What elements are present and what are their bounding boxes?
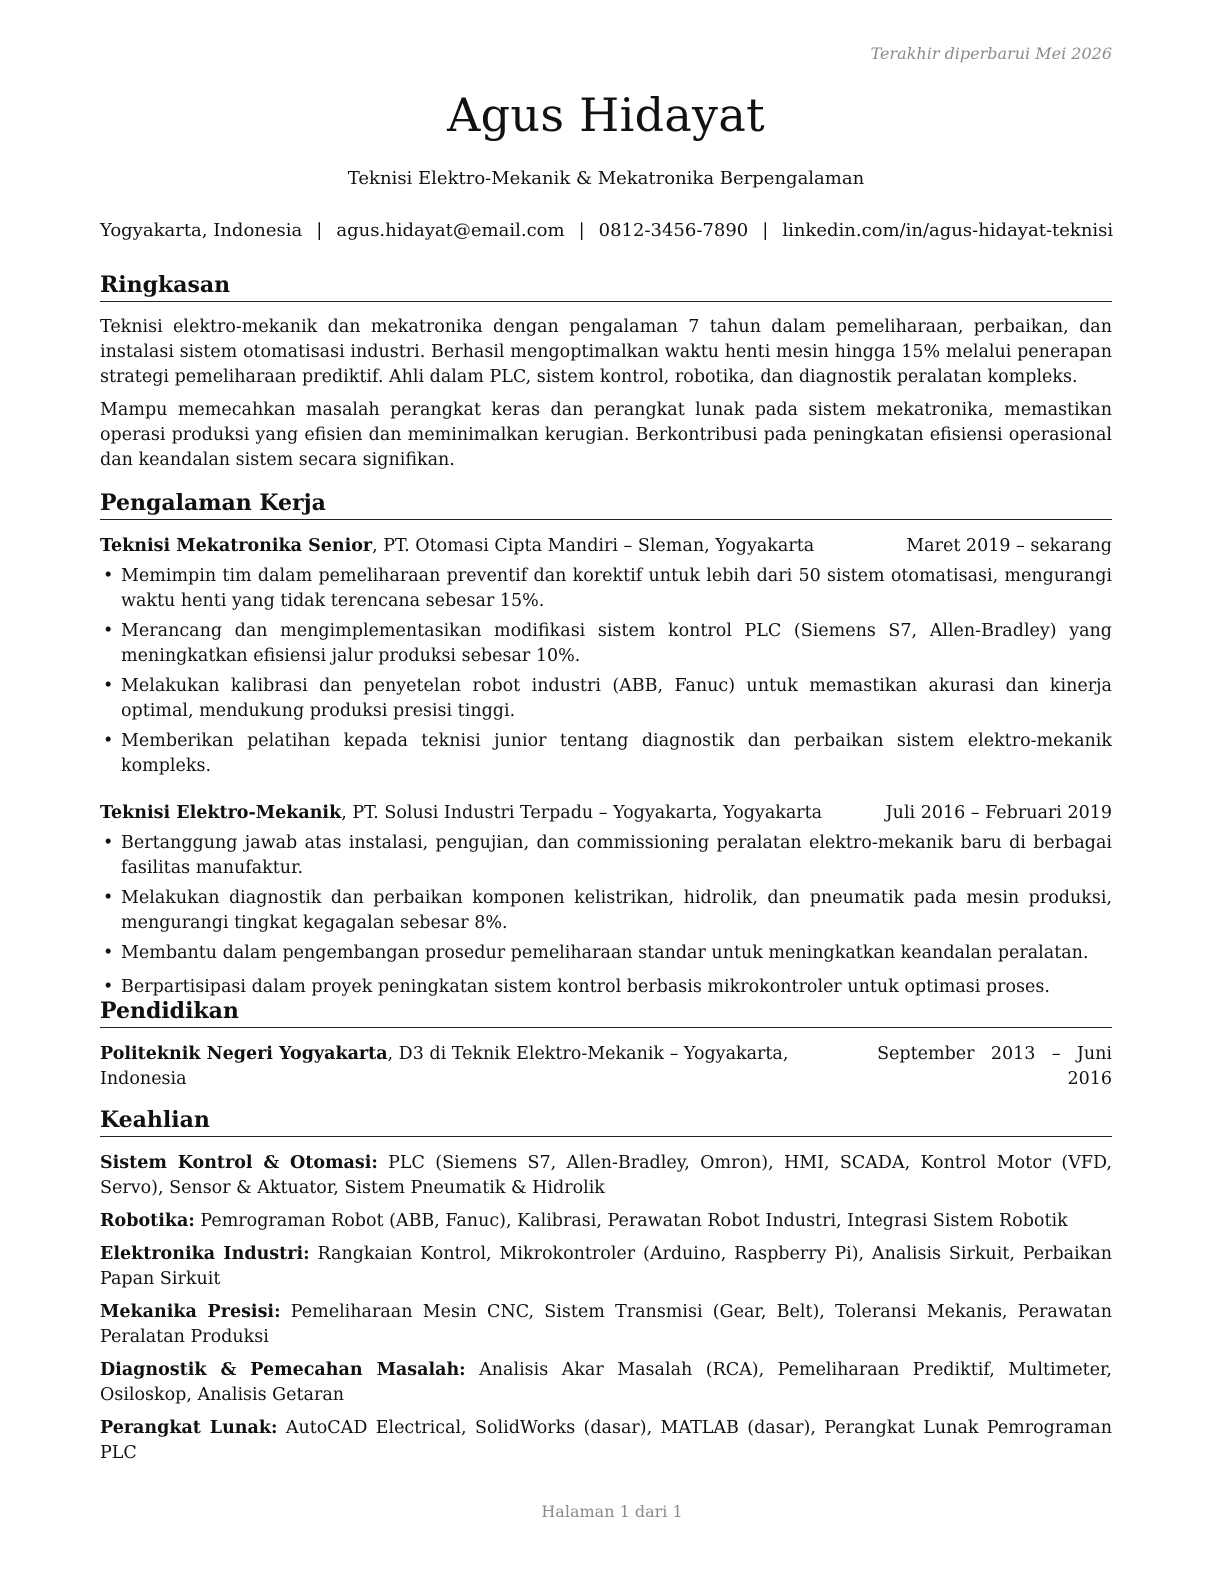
skill-value: PLC (Siemens S7, Allen-Bradley, Omron), HMI, SCADA, Kontrol Motor (VFD, Servo), Sensor & Aktuator, Sistem Pneumatik & Hidrolik — [100, 1153, 1112, 1198]
contact-linkedin[interactable]: linkedin.com/in/agus-hidayat-teknisi — [782, 220, 1114, 241]
skill-row — [100, 1358, 1112, 1408]
job-dates: Maret 2019 – sekarang — [906, 536, 1112, 556]
skill-value: Rangkaian Kontrol, Mikrokontroler (Arduino, Raspberry Pi), Analisis Sirkuit, Perbaikan Papan Sirkuit — [100, 1244, 1112, 1289]
summary-paragraph: Mampu memecahkan masalah perangkat keras dan perangkat lunak pada sistem mekatronika, memastikan operasi produksi yang efisien dan meminimalkan kerugian. Berkontribusi pada peningkatan efisiensi operasional dan keandalan sistem secara signifikan. — [100, 400, 1112, 470]
education-dates-line: 2016 — [1067, 1069, 1112, 1089]
skill-row — [100, 1151, 1112, 1201]
contact-separator: | — [316, 220, 323, 241]
section-heading-education: Pendidikan — [100, 996, 1112, 1028]
job-bullets — [100, 831, 1112, 1000]
section-heading-skills: Keahlian — [100, 1105, 1112, 1137]
skill-value: Pemrograman Robot (ABB, Fanuc), Kalibrasi, Perawatan Robot Industri, Integrasi Sistem Robotik — [200, 1211, 1068, 1231]
skill-value: Analisis Akar Masalah (RCA), Pemeliharaan Prediktif, Multimeter, Osiloskop, Analisis Getaran — [100, 1360, 1112, 1405]
job-company: , PT. Solusi Industri Terpadu – Yogyakarta, Yogyakarta — [341, 803, 823, 823]
skill-label: Elektronika Industri: — [100, 1244, 310, 1264]
education-section — [100, 996, 1112, 1092]
skill-label: Robotika: — [100, 1211, 195, 1231]
contact-line — [100, 220, 1112, 241]
skills-section — [100, 1105, 1112, 1466]
school-name: Politeknik Negeri Yogyakarta — [100, 1044, 388, 1064]
summary-paragraph: Teknisi elektro-mekanik dan mekatronika dengan pengalaman 7 tahun dalam pemeliharaan, perbaikan, dan instalasi sistem otomatisasi industri. Berhasil mengoptimalkan waktu henti mesin hingga 15% melalui penerapan strategi pemeliharaan prediktif. Ahli dalam PLC, sistem kontrol, robotika, dan diagnostik peralatan kompleks. — [100, 317, 1112, 387]
last-updated: Terakhir diperbarui Mei 2026 — [870, 44, 1112, 63]
contact-separator: | — [578, 220, 585, 241]
job-title: Teknisi Mekatronika Senior — [100, 536, 373, 556]
tagline: Teknisi Elektro-Mekanik & Mekatronika Berpengalaman — [347, 168, 865, 189]
education-entry — [100, 1042, 1112, 1092]
job-bullet: • Merancang dan mengimplementasikan modifikasi sistem kontrol PLC (Siemens S7, Allen-Bradley) yang meningkatkan efisiensi jalur produksi sebesar 10%. — [100, 619, 1112, 669]
contact-location: Yogyakarta, Indonesia — [100, 220, 303, 241]
education-dates-line: September 2013 – Juni — [877, 1044, 1112, 1064]
job-bullets — [100, 564, 1112, 779]
education-detail: , D3 di Teknik Elektro-Mekanik – Yogyakarta, Indonesia — [100, 1044, 789, 1089]
education-dates — [877, 1042, 1112, 1092]
job-bullet: • Memimpin tim dalam pemeliharaan preventif dan korektif untuk lebih dari 50 sistem otomatisasi, mengurangi waktu henti yang tidak terencana sebesar 15%. — [100, 564, 1112, 614]
skill-row — [100, 1416, 1112, 1466]
job-bullet: • Melakukan diagnostik dan perbaikan komponen kelistrikan, hidrolik, dan pneumatik pada mesin produksi, mengurangi tingkat kegagalan sebesar 8%. — [100, 886, 1112, 936]
candidate-name: Agus Hidayat — [447, 88, 765, 142]
job-bullet: • Berpartisipasi dalam proyek peningkatan sistem kontrol berbasis mikrokontroler untuk optimasi proses. — [100, 975, 1112, 1000]
job-bullet: • Melakukan kalibrasi dan penyetelan robot industri (ABB, Fanuc) untuk memastikan akurasi dan kinerja optimal, mendukung produksi presisi tinggi. — [100, 674, 1112, 724]
job-bullet: • Memberikan pelatihan kepada teknisi junior tentang diagnostik dan perbaikan sistem elektro-mekanik kompleks. — [100, 729, 1112, 779]
job-company: , PT. Otomasi Cipta Mandiri – Sleman, Yogyakarta — [372, 536, 815, 556]
job-header — [100, 801, 1112, 826]
job-entry — [100, 801, 1112, 1000]
skill-label: Diagnostik & Pemecahan Masalah: — [100, 1360, 466, 1380]
skill-value: AutoCAD Electrical, SolidWorks (dasar), MATLAB (dasar), Perangkat Lunak Pemrograman PLC — [100, 1418, 1112, 1463]
job-bullet: • Membantu dalam pengembangan prosedur pemeliharaan standar untuk meningkatkan keandalan peralatan. — [100, 941, 1112, 966]
section-heading-summary: Ringkasan — [100, 270, 1112, 302]
summary-section — [100, 270, 1112, 473]
skill-label: Mekanika Presisi: — [100, 1302, 281, 1322]
skill-label: Sistem Kontrol & Otomasi: — [100, 1153, 378, 1173]
job-dates: Juli 2016 – Februari 2019 — [885, 803, 1112, 823]
skill-row — [100, 1300, 1112, 1350]
skill-row — [100, 1242, 1112, 1292]
section-heading-experience: Pengalaman Kerja — [100, 488, 1112, 520]
job-entry — [100, 534, 1112, 779]
job-title: Teknisi Elektro-Mekanik — [100, 803, 342, 823]
skill-label: Perangkat Lunak: — [100, 1418, 278, 1438]
experience-section — [100, 488, 1112, 1000]
page-footer: Halaman 1 dari 1 — [541, 1502, 683, 1521]
job-bullet: • Bertanggung jawab atas instalasi, pengujian, dan commissioning peralatan elektro-mekanik baru di berbagai fasilitas manufaktur. — [100, 831, 1112, 881]
job-header — [100, 534, 1112, 559]
contact-separator: | — [762, 220, 769, 241]
contact-phone: 0812-3456-7890 — [598, 220, 749, 241]
contact-email[interactable]: agus.hidayat@email.com — [336, 220, 565, 241]
skill-row — [100, 1209, 1112, 1234]
skill-value: Pemeliharaan Mesin CNC, Sistem Transmisi (Gear, Belt), Toleransi Mekanis, Perawatan Peralatan Produksi — [100, 1302, 1113, 1347]
